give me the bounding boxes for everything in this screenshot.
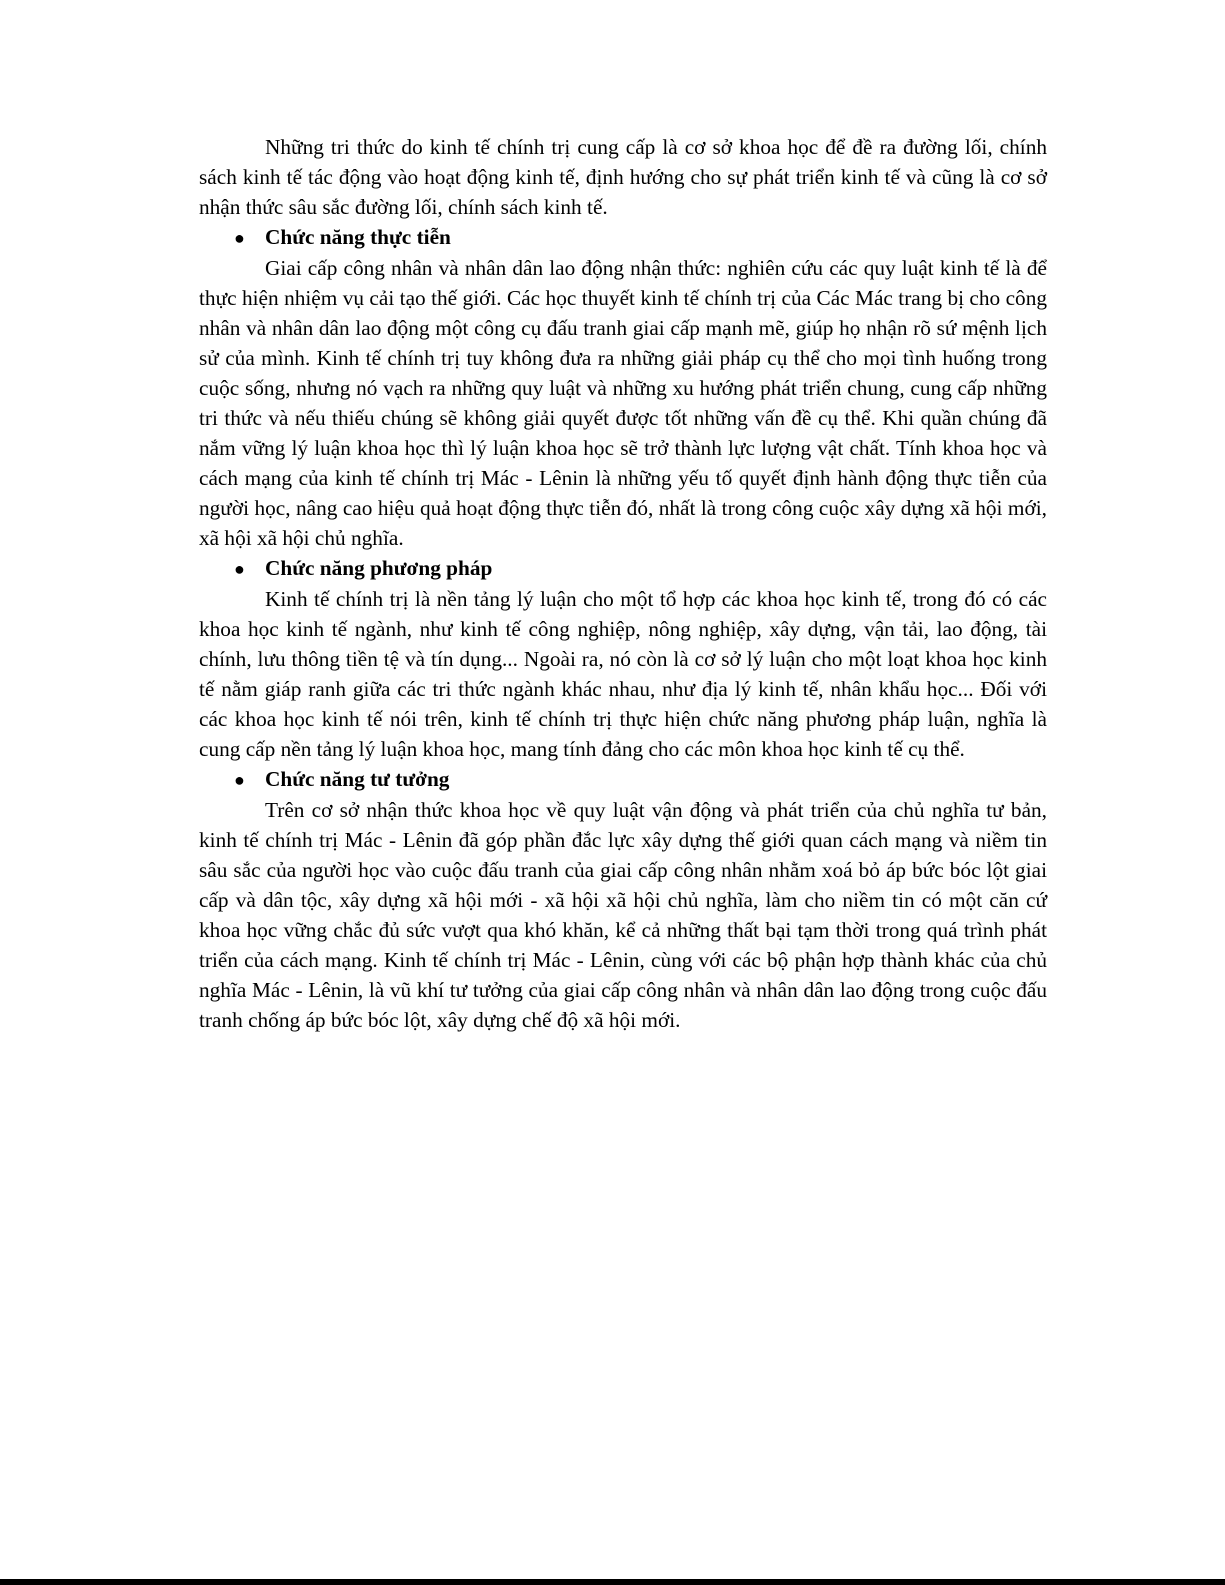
page-bottom-edge xyxy=(0,1579,1225,1585)
section-heading-practical xyxy=(199,222,1047,253)
section-heading-method xyxy=(199,553,1047,584)
section-heading-text: Chức năng thực tiễn xyxy=(265,225,451,249)
paragraph-ideology: Trên cơ sở nhận thức khoa học về quy luật vận động và phát triển của chủ nghĩa tư bản, kinh tế chính trị Mác - Lênin đã góp phần đắc lực xây dựng thế giới quan cách mạng và niềm tin sâu sắc của người học vào cuộc đấu tranh của giai cấp công nhân nhằm xoá bỏ áp bức bóc lột giai cấp và dân tộc, xây dựng xã hội mới - xã hội xã hội chủ nghĩa, làm cho niềm tin có một căn cứ khoa học vững chắc đủ sức vượt qua khó khăn, kể cả những thất bại tạm thời trong quá trình phát triển của cách mạng. Kinh tế chính trị Mác - Lênin, cùng với các bộ phận hợp thành khác của chủ nghĩa Mác - Lênin, là vũ khí tư tưởng của giai cấp công nhân và nhân dân lao động trong cuộc đấu tranh chống áp bức bóc lột, xây dựng chế độ xã hội mới. xyxy=(199,798,1047,1032)
paragraph-practical: Giai cấp công nhân và nhân dân lao động nhận thức: nghiên cứu các quy luật kinh tế là để thực hiện nhiệm vụ cải tạo thế giới. Các học thuyết kinh tế chính trị của Các Mác trang bị cho công nhân và nhân dân lao động một công cụ đấu tranh giai cấp mạnh mẽ, giúp họ nhận rõ sứ mệnh lịch sử của mình. Kinh tế chính trị tuy không đưa ra những giải pháp cụ thể cho mọi tình huống trong cuộc sống, nhưng nó vạch ra những quy luật và những xu hướng phát triển chung, cung cấp những tri thức và nếu thiếu chúng sẽ không giải quyết được tốt những vấn đề cụ thể. Khi quần chúng đã nắm vững lý luận khoa học thì lý luận khoa học sẽ trở thành lực lượng vật chất. Tính khoa học và cách mạng của kinh tế chính trị Mác - Lênin là những yếu tố quyết định hành động thực tiễn của người học, nâng cao hiệu quả hoạt động thực tiễn đó, nhất là trong công cuộc xây dựng xã hội mới, xã hội xã hội chủ nghĩa. xyxy=(199,256,1047,550)
section-heading-ideology xyxy=(199,764,1047,795)
bullet-icon: ● xyxy=(234,559,245,579)
bullet-icon: ● xyxy=(234,228,245,248)
section-heading-text: Chức năng tư tưởng xyxy=(265,767,450,791)
document-body xyxy=(199,132,1047,1035)
paragraph-method: Kinh tế chính trị là nền tảng lý luận cho một tổ hợp các khoa học kinh tế, trong đó có các khoa học kinh tế ngành, như kinh tế công nghiệp, nông nghiệp, xây dựng, vận tải, lao động, tài chính, lưu thông tiền tệ và tín dụng... Ngoài ra, nó còn là cơ sở lý luận cho một loạt khoa học kinh tế nằm giáp ranh giữa các tri thức ngành khác nhau, như địa lý kinh tế, nhân khẩu học... Đối với các khoa học kinh tế nói trên, kinh tế chính trị thực hiện chức năng phương pháp luận, nghĩa là cung cấp nền tảng lý luận khoa học, mang tính đảng cho các môn khoa học kinh tế cụ thể. xyxy=(199,587,1047,761)
paragraph-intro: Những tri thức do kinh tế chính trị cung cấp là cơ sở khoa học để đề ra đường lối, chính sách kinh tế tác động vào hoạt động kinh tế, định hướng cho sự phát triển kinh tế và cũng là cơ sở nhận thức sâu sắc đường lối, chính sách kinh tế. xyxy=(199,135,1047,219)
bullet-icon: ● xyxy=(234,770,245,790)
section-heading-text: Chức năng phương pháp xyxy=(265,556,493,580)
